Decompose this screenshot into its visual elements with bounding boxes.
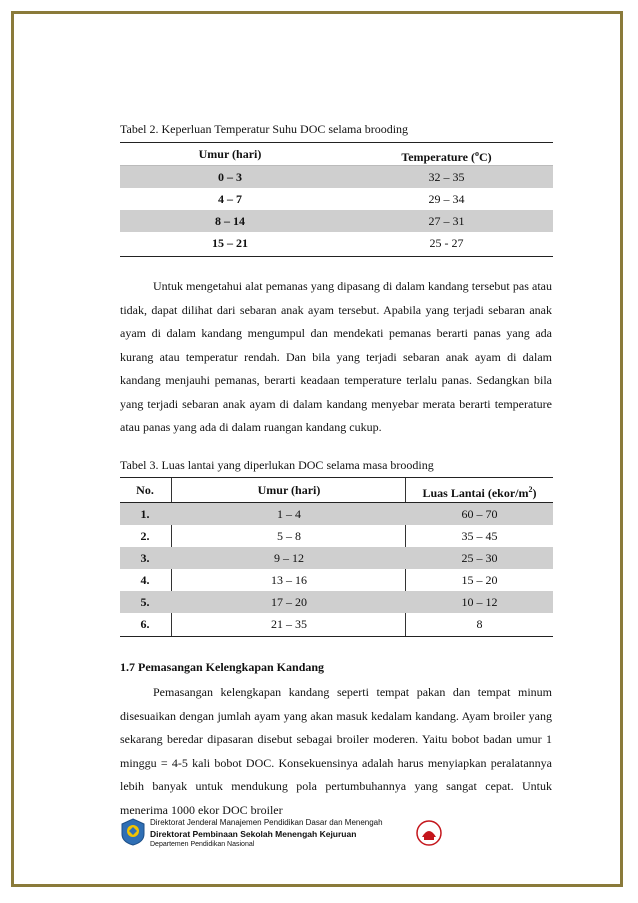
table3-header-row — [120, 478, 553, 502]
table3-caption: Tabel 3. Luas lantai yang diperlukan DOC selama masa brooding — [120, 458, 434, 472]
table2-cell-temp: 25 - 27 — [429, 236, 464, 250]
table3-cell-area: 15 – 20 — [461, 573, 498, 587]
school-emblem-icon — [416, 820, 442, 846]
table3-cell-area: 60 – 70 — [461, 507, 498, 521]
table2-cell-age: 0 – 3 — [218, 170, 242, 184]
table3-cell-no: 1. — [140, 507, 150, 521]
table2-header-age: Umur (hari) — [198, 147, 262, 161]
section-title: 1.7 Pemasangan Kelengkapan Kandang — [120, 660, 325, 674]
table3-cell-no: 5. — [140, 595, 150, 609]
table-row — [120, 547, 553, 569]
table3-cell-age: 9 – 12 — [274, 551, 304, 565]
table3-cell-age: 1 – 4 — [277, 507, 301, 521]
table2-cell-age: 8 – 14 — [215, 214, 245, 228]
table2-caption: Tabel 2. Keperluan Temperatur Suhu DOC selama brooding — [120, 122, 409, 136]
table3-cell-age: 21 – 35 — [271, 617, 307, 631]
footer-line-directorate-general: Direktorat Jenderal Manajemen Pendidikan Dasar dan Menengah — [150, 818, 383, 827]
table3-cell-no: 4. — [140, 573, 150, 587]
ministry-logo-icon — [120, 818, 146, 846]
table2-bottom-rule — [120, 256, 553, 257]
table3-header-area: Luas Lantai $(ekor/m^2)$ — [422, 485, 537, 500]
table3-cell-age: 13 – 16 — [271, 573, 307, 587]
table-row — [120, 569, 553, 591]
table-row — [120, 525, 553, 547]
table3-cell-no: 2. — [140, 529, 150, 543]
table-row — [120, 503, 553, 525]
table-row — [120, 232, 553, 254]
table3-cell-age: 5 – 8 — [277, 529, 301, 543]
table3-header-no: No. — [136, 483, 154, 497]
table2-cell-temp: 29 – 34 — [428, 192, 465, 206]
table-row — [120, 613, 553, 635]
table3-cell-age: 17 – 20 — [271, 595, 307, 609]
footer-line-department: Departemen Pendidikan Nasional — [150, 841, 255, 848]
footer-line-directorate: Direktorat Pembinaan Sekolah Menengah Kejuruan — [150, 829, 357, 839]
table2-header-row — [120, 143, 553, 165]
table3-cell-area: 25 – 30 — [461, 551, 498, 565]
table-row — [120, 591, 553, 613]
table2-cell-age: 4 – 7 — [218, 192, 242, 206]
table2-header-temperature: Temperature ($^o$C) — [401, 149, 492, 164]
table3-header-age: Umur (hari) — [257, 483, 321, 497]
table2-cell-temp: 32 – 35 — [428, 170, 465, 184]
table3-cell-area: 8 — [476, 617, 483, 631]
body-paragraph-brooding: Untuk mengetahui alat pemanas yang dipasang di dalam kandang tersebut pas atau tidak, dapat dilihat dari sebaran anak ayam tersebut. Apabila yang terjadi sebaran anak ayam di dalam kandang mengumpul dan mendekati pemanas berarti panas yang ada kurang atau temperatur rendah. Dan bila yang terjadi sebaran anak ayam di dalam kandang menjauhi pemanas, berarti keadaan temperature terlalu panas. Sedangkan bila yang terjadi sebaran anak ayam di dalam kandang menyebar merata berarti temperature atau panas yang ada di dalam ruangan kandang cukup. — [120, 279, 552, 434]
body-paragraph-equipment: Pemasangan kelengkapan kandang seperti tempat pakan dan tempat minum disesuaikan dengan jumlah ayam yang akan masuk kedalam kandang. Ayam broiler yang sekarang beredar dipasaran disebut sebagai broiler moderen. Yaitu bobot badan umur 1 minggu = 4-5 kali bobot DOC. Konsekuensinya adalah harus menyiapkan peralatannya lebih banyak untuk mendukung pola pertumbuhannya yang sangat cepat. Untuk menerima 1000 ekor DOC broiler — [120, 685, 552, 817]
table3-cell-no: 3. — [140, 551, 150, 565]
table2-cell-temp: 27 – 31 — [428, 214, 465, 228]
table3-cell-area: 35 – 45 — [461, 529, 498, 543]
table2-cell-age: 15 – 21 — [212, 236, 248, 250]
table-row — [120, 210, 553, 232]
footer — [120, 818, 540, 868]
table3-cell-no: 6. — [140, 617, 150, 631]
table-row — [120, 166, 553, 188]
table3-bottom-rule — [120, 636, 553, 637]
table-row — [120, 188, 553, 210]
table3-cell-area: 10 – 12 — [461, 595, 498, 609]
